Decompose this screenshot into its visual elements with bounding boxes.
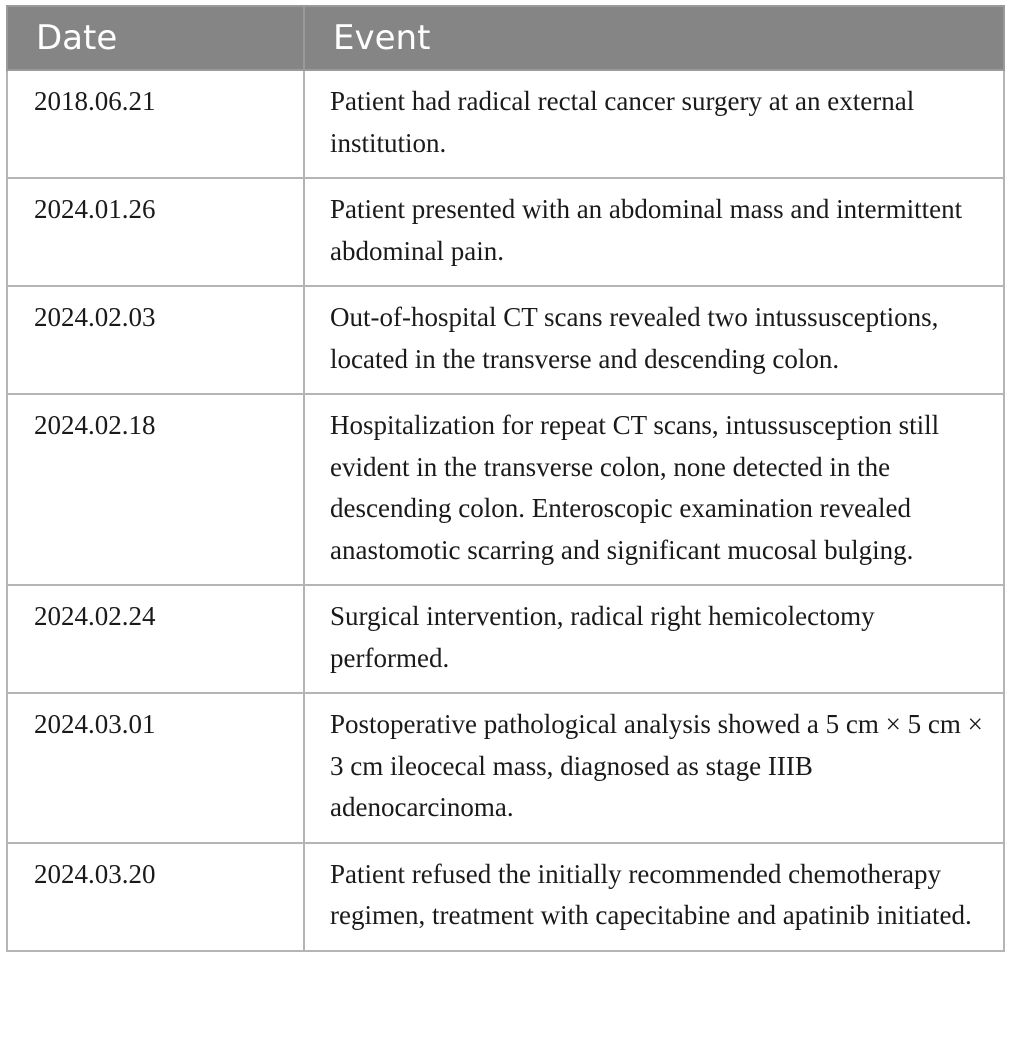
header-date: Date (7, 6, 304, 70)
table-row (7, 843, 1004, 951)
date-cell: 2024.01.26 (7, 178, 304, 286)
date-cell: 2024.02.03 (7, 286, 304, 394)
event-cell: Patient had radical rectal cancer surgery at an external institution. (304, 70, 1004, 178)
table-header (7, 6, 1004, 70)
date-cell: 2024.03.20 (7, 843, 304, 951)
event-cell: Hospitalization for repeat CT scans, intussusception still evident in the transverse colon, none detected in the descending colon. Enteroscopic examination revealed anastomotic scarring and significant mucosal bulging. (304, 394, 1004, 585)
event-cell: Out-of-hospital CT scans revealed two intussusceptions, located in the transverse and descending colon. (304, 286, 1004, 394)
table-row (7, 70, 1004, 178)
table-row (7, 286, 1004, 394)
date-cell: 2024.02.18 (7, 394, 304, 585)
date-cell: 2018.06.21 (7, 70, 304, 178)
date-cell: 2024.02.24 (7, 585, 304, 693)
date-cell: 2024.03.01 (7, 693, 304, 843)
event-cell: Patient refused the initially recommended chemotherapy regimen, treatment with capecitabine and apatinib initiated. (304, 843, 1004, 951)
table-row (7, 394, 1004, 585)
event-cell: Postoperative pathological analysis showed a 5 cm × 5 cm × 3 cm ileocecal mass, diagnosed as stage IIIB adenocarcinoma. (304, 693, 1004, 843)
timeline-table (6, 5, 1005, 952)
header-event: Event (304, 6, 1004, 70)
event-cell: Patient presented with an abdominal mass and intermittent abdominal pain. (304, 178, 1004, 286)
table-row (7, 693, 1004, 843)
event-cell: Surgical intervention, radical right hemicolectomy performed. (304, 585, 1004, 693)
header-row (7, 6, 1004, 70)
table-row (7, 178, 1004, 286)
table-body (7, 70, 1004, 951)
table-row (7, 585, 1004, 693)
